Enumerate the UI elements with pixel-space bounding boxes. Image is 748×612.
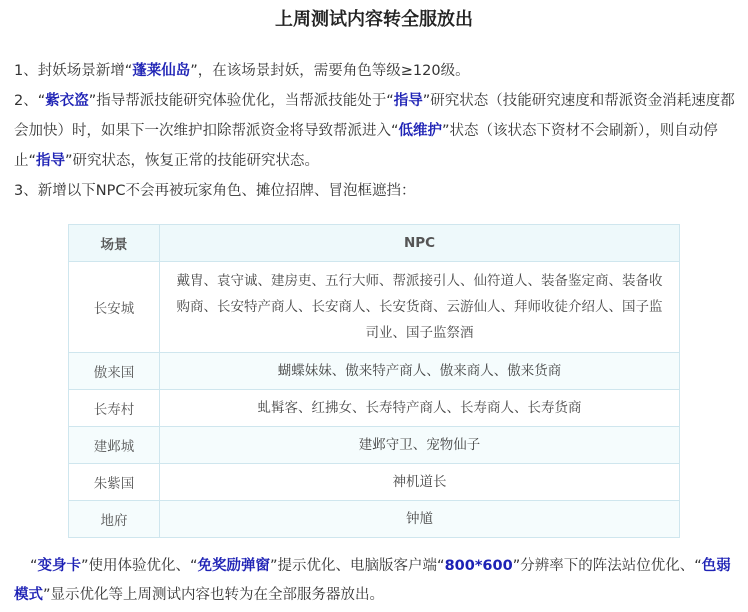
item-2-pre: 2、“ [14,93,46,109]
item-2-mid-3: ”状态（该状态下资材不会刷新），则自动停止“ [14,123,718,169]
item-1-pre: 1、封妖场景新增“ [14,63,133,79]
scene-cell: 傲来国 [69,353,160,390]
item-1-post: ”，在该场景封妖，需要角色等级≥120级。 [190,63,470,79]
scene-cell: 长寿村 [69,390,160,427]
page-title: 上周测试内容转全服放出 [275,9,473,30]
footer-mid-1: ”使用体验优化、“ [81,558,198,574]
footer-mid-3: ”分辨率下的阵法站位优化、“ [512,558,702,574]
table-row [69,262,680,353]
table-row [69,427,680,464]
item-2-highlight-1: 紫衣盗 [45,93,89,109]
npc-table [68,224,680,538]
item-3-paragraph: 3、新增以下NPC不会再被玩家角色、摊位招牌、冒泡框遮挡： [14,183,416,199]
npc-cell: 蝴蝶妹妹、傲来特产商人、傲来商人、傲来货商 [160,353,680,390]
npc-cell: 钟馗 [160,501,680,538]
npc-cell: 戴胄、袁守诚、建房吏、五行大师、帮派接引人、仙符道人、装备鉴定商、装备收购商、长安特产商人、长安商人、长安货商、云游仙人、拜师收徒介绍人、国子监司业、国子监祭酒 [160,262,680,353]
scene-cell: 长安城 [69,262,160,353]
table-row [69,464,680,501]
item-1-paragraph [14,56,744,86]
item-2-mid-2: ”研究状态（技能研究速度和帮派资金消耗速度都会加快）时，如果下一次维护扣除帮派资金将导致帮派进入“ [14,93,735,139]
item-1-highlight-scene: 蓬莱仙岛 [132,63,191,79]
npc-cell: 建邺守卫、宠物仙子 [160,427,680,464]
footer-highlight-3: 800*600 [444,558,513,574]
footer-highlight-1: 变身卡 [37,558,82,574]
scene-cell: 建邺城 [69,427,160,464]
table-row [69,353,680,390]
table-header-row [69,225,680,262]
header-npc: NPC [160,225,680,262]
item-2-mid-1: ”指导帮派技能研究体验优化，当帮派技能处于“ [88,93,394,109]
item-2-paragraph [14,86,738,176]
footer-paragraph [14,552,740,610]
footer-highlight-4: 色弱模式 [14,558,731,603]
table-row [69,390,680,427]
scene-cell: 朱紫国 [69,464,160,501]
item-2-highlight-3: 低维护 [398,123,443,139]
table-row [69,501,680,538]
scene-cell: 地府 [69,501,160,538]
item-2-highlight-4: 指导 [36,153,66,169]
footer-pre: “ [30,558,38,574]
item-2-highlight-2: 指导 [393,93,423,109]
item-2-post: ”研究状态，恢复正常的技能研究状态。 [65,153,320,169]
footer-mid-2: ”提示优化、电脑版客户端“ [270,558,445,574]
footer-post: ”显示优化等上周测试内容也转为在全部服务器放出。 [43,587,385,603]
footer-highlight-2: 免奖励弹窗 [197,558,271,574]
header-scene: 场景 [69,225,160,262]
npc-cell: 神机道长 [160,464,680,501]
npc-cell: 虬髯客、红拂女、长寿特产商人、长寿商人、长寿货商 [160,390,680,427]
